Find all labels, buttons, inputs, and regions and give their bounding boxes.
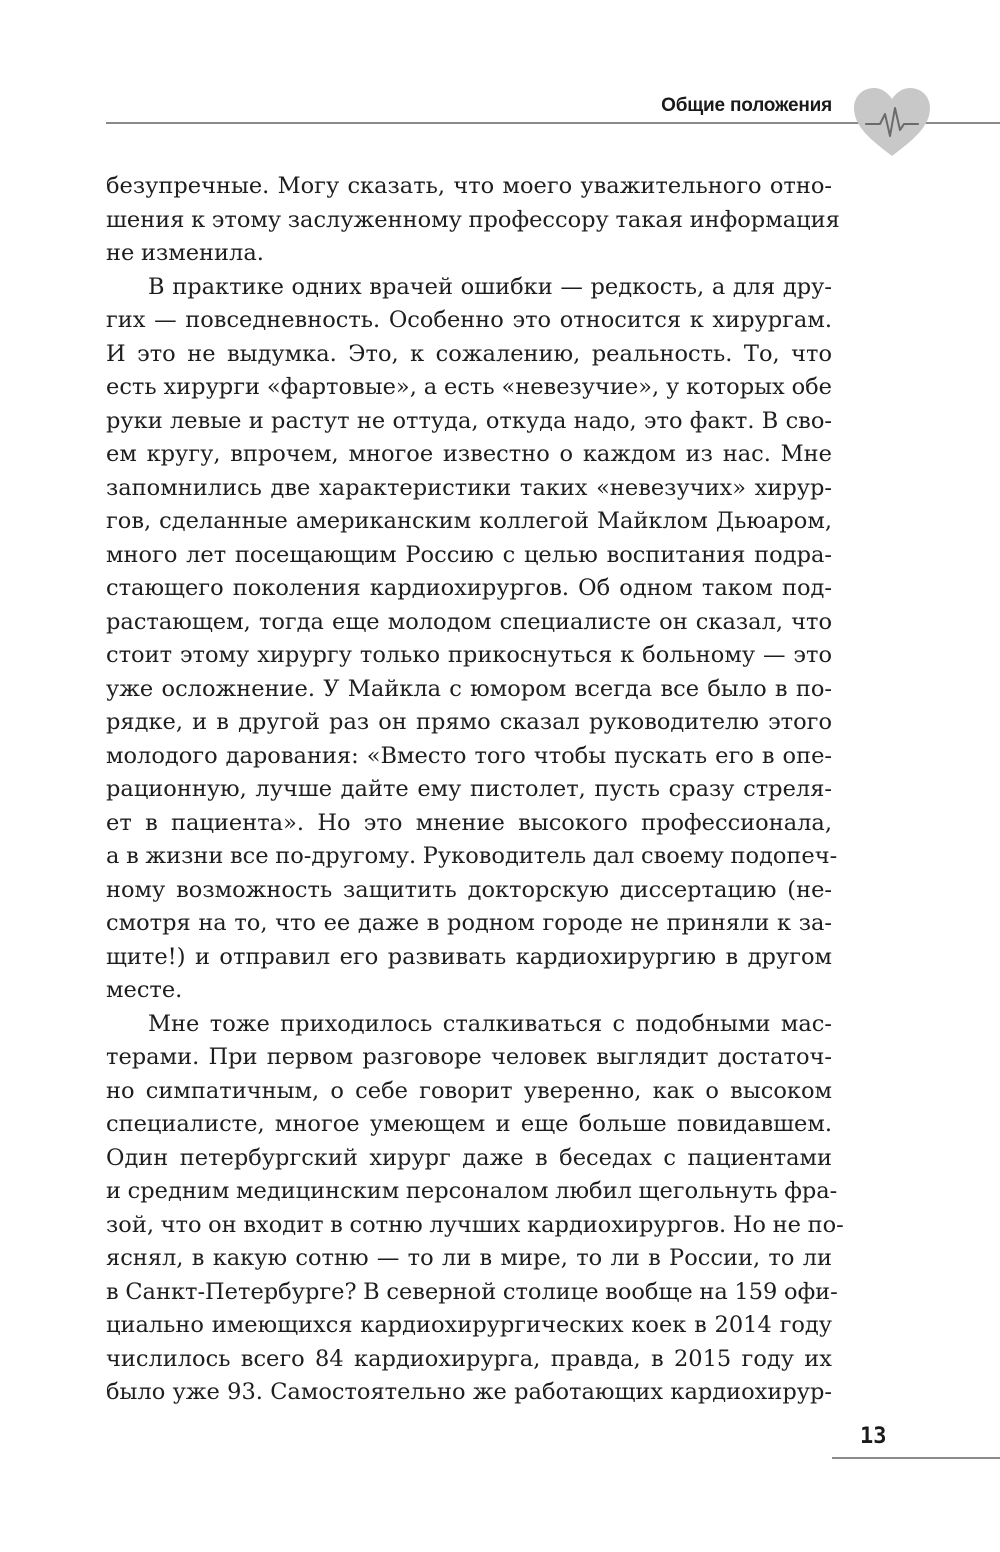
text-line: безупречные. Могу сказать, что моего уважительного отно- [106,173,832,199]
text-line: стоит этому хирургу только прикоснуться к больному — это [106,642,832,668]
text-line: гих — повседневность. Особенно это относится к хирургам. [106,307,832,333]
text-line: ет в пациента». Но это мнение высокого профессионала, [106,809,832,836]
text-line: зой, что он входит в сотню лучших кардиохирургов. Но не по- [106,1211,844,1238]
text-line: много лет посещающим Россию с целью воспитания подра- [106,541,832,568]
text-line: рядке, и в другой раз он прямо сказал руководителю этого [106,709,832,735]
heart-pulse-icon [852,86,932,160]
text-line: специалисте, многое умеющем и еще больше повидавшем. [106,1111,832,1137]
text-line: В практике одних врачей ошибки — редкость, а для дру- [148,273,832,300]
text-line: не изменила. [106,240,264,266]
text-line: ем кругу, впрочем, многое известно о каждом из нас. Мне [106,441,832,467]
page-number: 13 [860,1424,887,1449]
text-line: ному возможность защитить докторскую диссертацию (не- [106,876,832,903]
text-line: яснял, в какую сотню — то ли в мире, то ли в России, то ли [106,1245,832,1271]
text-line: запомнились две характеристики таких «невезучих» хирур- [106,474,832,501]
text-line: терами. При первом разговоре человек выглядит достаточ- [106,1044,832,1070]
text-line: числилось всего 84 кардиохирурга, правда, в 2015 году их [106,1345,832,1372]
text-line: молодого дарования: «Вместо того чтобы пускать его в опе- [106,742,832,769]
text-line: и средним медицинским персоналом любил щегольнуть фра- [106,1178,838,1204]
text-line: уже осложнение. У Майкла с юмором всегда все было в по- [106,675,832,702]
text-line: циально имеющихся кардиохирургических коек в 2014 году [106,1312,832,1338]
text-line: стающего поколения кардиохирургов. Об одном таком под- [106,575,832,601]
text-line: есть хирурги «фартовые», а есть «невезучие», у которых обе [106,374,832,400]
text-line: но симпатичным, о себе говорит уверенно, как о высоком [106,1077,832,1104]
text-line: щите!) и отправил его развивать кардиохирургию в другом [106,943,832,970]
text-line: смотря на то, что ее даже в родном городе не приняли к за- [106,910,832,936]
text-line: рационную, лучше дайте ему пистолет, пусть сразу стреля- [106,776,832,802]
text-line: гов, сделанные американским коллегой Майклом Дьюаром, [106,508,832,534]
text-line: месте. [106,977,183,1003]
text-line: было уже 93. Самостоятельно же работающих кардиохирур- [106,1379,832,1405]
text-line: растающем, тогда еще молодом специалисте он сказал, что [106,608,832,635]
text-line: Мне тоже приходилось сталкиваться с подобными мас- [148,1010,832,1037]
text-line: Один петербургский хирург даже в беседах с пациентами [106,1144,832,1171]
body-text [106,170,844,1410]
text-line: руки левые и растут не оттуда, откуда надо, это факт. В сво- [106,407,832,434]
text-line: шения к этому заслуженному профессору такая информация [106,206,840,233]
footer-rule [832,1457,1000,1459]
text-line: а в жизни все по-другому. Руководитель дал своему подопеч- [106,843,838,869]
running-title: Общие положения [661,95,832,116]
text-line: в Санкт-Петербурге? В северной столице вообще на 159 офи- [106,1278,838,1305]
text-line: И это не выдумка. Это, к сожалению, реальность. То, что [106,340,832,367]
